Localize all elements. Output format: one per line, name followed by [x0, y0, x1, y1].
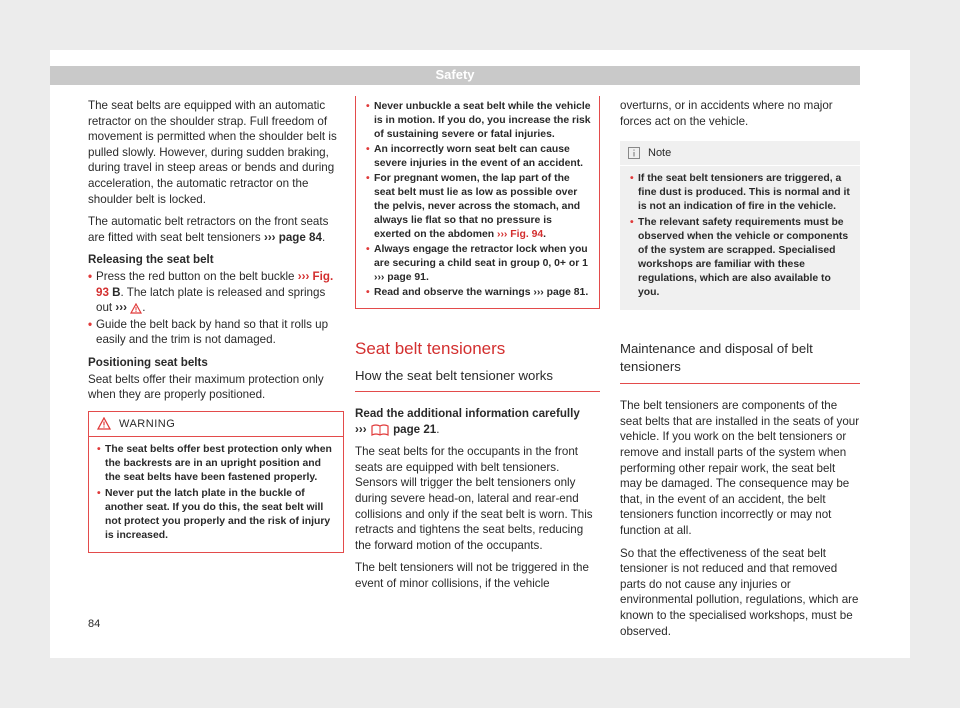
page-84-link[interactable]: ››› page 84	[263, 230, 322, 244]
page-number: 84	[88, 618, 101, 630]
warning-box-header	[89, 412, 343, 437]
subsection-title: How the seat belt tensioner works	[355, 367, 600, 392]
note-box-header	[620, 141, 860, 166]
page-91-link[interactable]: ››› page 91	[374, 272, 426, 283]
list-item: • For pregnant women, the lap part of the seat belt must lie as low as possible over the pelvis, never across the stomach, and always lie flat so that no pressure is exerted on the abdomen ››› Fig. 94.	[366, 172, 591, 242]
list-item: • Never put the latch plate in the buckle of another seat. If you do this, the seat belt will not protect you properly and the risk of injury is increased.	[97, 487, 335, 543]
warning-label: WARNING	[119, 417, 176, 430]
section-title-tensioners: Seat belt tensioners	[355, 339, 506, 358]
warning-triangle-icon	[130, 303, 142, 314]
overturns-paragraph: overturns, or in accidents where no major forces act on the vehicle.	[620, 99, 833, 128]
tensioner-trigger-paragraph: The belt tensioners will not be triggered in the event of minor collisions, if the vehicle	[355, 561, 589, 590]
releasing-heading: Releasing the seat belt	[88, 253, 214, 267]
read-info-paragraph: Read the additional information carefully ››› page 21.	[355, 407, 580, 436]
tensioner-paragraph: The automatic belt retractors on the front seats are fitted with seat belt tensioners ››› page 84.	[88, 215, 329, 244]
warning-box-continued	[355, 96, 600, 309]
list-item: • Never unbuckle a seat belt while the vehicle is in motion. If you do, you increase the risk of sustaining severe or fatal injuries.	[366, 100, 591, 142]
list-item: • Always engage the retractor lock when you are securing a child seat in group 0, 0+ or 1 ››› page 91.	[366, 243, 591, 285]
column-3	[620, 98, 860, 646]
warning-ref-link[interactable]: ›››	[115, 301, 127, 315]
maintenance-paragraph-2: So that the effectiveness of the seat belt tensioner is not reduced and that removed parts do not cause any injuries or environmental pollution, regulations, which are known to the specialised workshops, must be observed.	[620, 546, 859, 638]
positioning-paragraph: Seat belts offer their maximum protection only when they are properly positioned.	[88, 372, 324, 402]
page-21-link[interactable]: page 21	[393, 422, 437, 436]
page-81-link[interactable]: ››› page 81	[533, 287, 586, 298]
section-title-maintenance: Maintenance and disposal of belt tensioners	[620, 340, 860, 384]
warning-box-body	[89, 437, 343, 552]
column-2	[355, 98, 600, 599]
section-header-title: Safety	[435, 67, 475, 82]
list-item: • Guide the belt back by hand so that it rolls up easily and the trim is not damaged.	[88, 317, 344, 348]
warning-triangle-icon	[97, 417, 111, 430]
warning-box	[88, 411, 344, 553]
list-item: • The relevant safety requirements must be observed when the vehicle or components of the system are scrapped. Specialised workshops are familiar with these regulations, which are also available to you.	[630, 216, 852, 300]
fig-94-link[interactable]: ››› Fig. 94	[496, 229, 544, 240]
list-item: • Read and observe the warnings ››› page 81.	[366, 286, 591, 300]
releasing-list	[88, 269, 344, 348]
maintenance-paragraph-1: The belt tensioners are components of the seat belts that are installed in the seats of your vehicle. If you work on the belt tensioners or remove and install parts of the system when performing other repair work, the seat belt may be damaged. The consequence may be that, in the event of an accident, the belt tensioners function incorrectly or may not function at all.	[620, 399, 860, 537]
note-box-body	[620, 166, 860, 310]
list-item: • If the seat belt tensioners are triggered, a fine dust is produced. This is normal and it is not an indication of fire in the vehicle.	[630, 172, 852, 214]
tensioner-info-paragraph: The seat belts for the occupants in the front seats are equipped with belt tensioners. Sensors will trigger the belt tensioners only during severe head-on, lateral and rear-end collisions and only if the seat belt is worn. This retracts and tightens the seat belts, reducing the forward motion of the occupants.	[355, 445, 593, 552]
column-1	[88, 98, 344, 553]
list-item: • An incorrectly worn seat belt can cause severe injuries in the event of an accident.	[366, 143, 591, 171]
book-icon	[370, 424, 390, 436]
fig-93-link[interactable]: ››› Fig. 93	[96, 269, 334, 299]
list-item: • Press the red button on the belt buckle ››› Fig. 93 B. The latch plate is released and springs out ››› .	[88, 269, 344, 316]
retractor-paragraph: The seat belts are equipped with an automatic retractor on the shoulder strap. Full freedom of movement is permitted when the shoulder belt is pulled slowly. However, during sudden braking, during travel in steep areas or bends and during acceleration, the automatic retractor on the shoulder belt is locked.	[88, 99, 337, 206]
section-header-bar	[50, 66, 860, 85]
note-box	[620, 141, 860, 310]
note-label: Note	[648, 147, 672, 160]
info-icon	[628, 147, 640, 159]
list-item: • The seat belts offer best protection only when the backrests are in an upright position and the seat belts have been fastened properly.	[97, 443, 335, 485]
positioning-heading: Positioning seat belts	[88, 355, 208, 369]
